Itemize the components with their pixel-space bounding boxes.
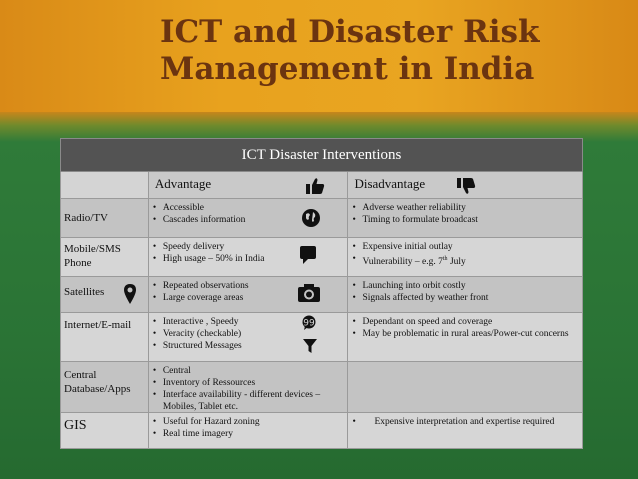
advantage-header: [149, 172, 349, 199]
funnel-icon: [302, 338, 318, 354]
title-line-2: Management in India: [160, 51, 535, 87]
svg-text:99: 99: [303, 318, 315, 329]
list-item: • Signals affected by weather front: [352, 292, 578, 304]
disadvantage-header: [348, 172, 583, 199]
list-item: • Launching into orbit costly: [352, 280, 578, 292]
row-label: Satellites: [61, 277, 149, 313]
row-label: Central Database/Apps: [61, 362, 149, 413]
list-item: • May be problematic in rural areas/Power-cut concerns: [352, 328, 578, 340]
map-pin-icon: [123, 283, 137, 305]
advantages-cell: [149, 413, 349, 449]
list-item: • Timing to formulate broadcast: [352, 214, 578, 226]
title-line-1: ICT and Disaster Risk: [160, 14, 540, 50]
list-item: • Dependant on speed and coverage: [352, 316, 578, 328]
table-header: ICT Disaster Interventions: [60, 138, 583, 172]
advantages-cell: [149, 199, 349, 238]
list-item: • Accessible: [153, 202, 344, 214]
row-label: GIS: [61, 413, 149, 449]
slide-title: [160, 14, 600, 88]
disadvantages-cell: [348, 313, 583, 362]
list-item: • Central: [153, 365, 344, 377]
disadvantages-cell: [348, 238, 583, 277]
table-row: [60, 199, 583, 238]
disadvantages-cell: [348, 413, 583, 449]
list-item: • Expensive initial outlay: [352, 241, 578, 253]
list-item: • Large coverage areas: [153, 292, 344, 304]
disadvantages-cell-empty: [348, 362, 583, 413]
table-row: [60, 413, 583, 449]
table-row: [60, 277, 583, 313]
list-item: • Vulnerability – e.g. 7th July: [352, 253, 578, 268]
advantages-cell: [149, 277, 349, 313]
list-item: • Structured Messages: [153, 340, 344, 352]
camera-icon: [297, 283, 321, 303]
row-label: Mobile/SMS Phone: [61, 238, 149, 277]
speech-bubble-icon: [299, 245, 317, 265]
list-item: • Speedy delivery: [153, 241, 344, 253]
table-row: [60, 362, 583, 413]
advantages-cell: [149, 313, 349, 362]
empty-corner-cell: [61, 172, 149, 199]
list-item: • Useful for Hazard zoning: [153, 416, 344, 428]
column-header-row: [60, 172, 583, 199]
thumbs-down-icon: [456, 177, 476, 195]
list-item: • Adverse weather reliability: [352, 202, 578, 214]
disadvantages-cell: [348, 199, 583, 238]
disadvantage-label: Disadvantage: [354, 176, 426, 191]
advantages-cell: [149, 238, 349, 277]
row-label: Radio/TV: [61, 199, 149, 238]
disadvantages-cell: [348, 277, 583, 313]
quote-bubble-icon: [301, 315, 317, 331]
list-item: • Repeated observations: [153, 280, 344, 292]
table-row: [60, 238, 583, 277]
table-row: [60, 313, 583, 362]
list-item: • Veracity (checkable): [153, 328, 344, 340]
globe-icon: [301, 208, 321, 228]
advantage-label: Advantage: [154, 176, 212, 191]
list-item: • Cascades information: [153, 214, 344, 226]
list-item: • Real time imagery: [153, 428, 344, 440]
list-item: • Interface availability - different devices – Mobiles, Tablet etc.: [153, 389, 344, 413]
advantages-cell: [149, 362, 349, 413]
row-label: Internet/E-mail: [61, 313, 149, 362]
ict-table: [60, 138, 583, 449]
thumbs-up-icon: [305, 177, 325, 195]
list-item: • Expensive interpretation and expertise required: [352, 416, 578, 428]
list-item: • Interactive , Speedy: [153, 316, 344, 328]
list-item: • High usage – 50% in India: [153, 253, 344, 265]
list-item: • Inventory of Ressources: [153, 377, 344, 389]
